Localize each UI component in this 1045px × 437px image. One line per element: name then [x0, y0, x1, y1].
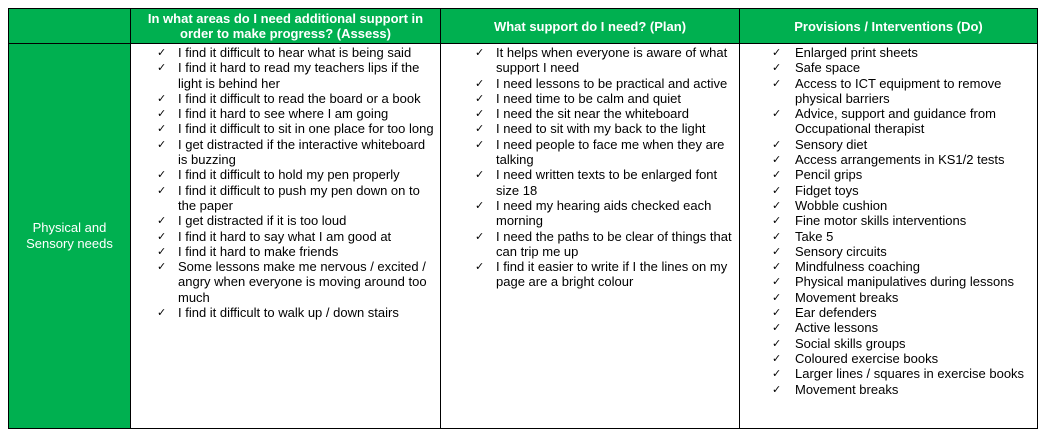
do-list-item: ✓ Access to ICT equipment to remove physical barriers — [740, 76, 1035, 107]
plan-list-item: ✓ I find it easier to write if I the lines on my page are a bright colour — [441, 259, 737, 290]
assess-list-item: ✓ I find it difficult to walk up / down stairs — [131, 305, 438, 320]
do-list-item: ✓ Fine motor skills interventions — [740, 213, 1035, 228]
do-list-item: ✓ Social skills groups — [740, 336, 1035, 351]
do-list-item: ✓ Movement breaks — [740, 382, 1035, 397]
do-list-item: ✓ Coloured exercise books — [740, 351, 1035, 366]
plan-list-item: ✓ I need people to face me when they are talking — [441, 137, 737, 168]
assess-list — [131, 44, 440, 322]
assess-cell — [131, 44, 441, 429]
do-list-item: ✓ Enlarged print sheets — [740, 45, 1035, 60]
header-do: Provisions / Interventions (Do) — [740, 9, 1038, 44]
assess-list-item: ✓ I find it difficult to sit in one place for too long — [131, 121, 438, 136]
do-list-item: ✓ Physical manipulatives during lessons — [740, 274, 1035, 289]
plan-list-item: ✓ I need the paths to be clear of things that can trip me up — [441, 229, 737, 260]
row-label: Physical and Sensory needs — [9, 44, 131, 429]
plan-list — [441, 44, 739, 292]
plan-list-item: ✓ I need my hearing aids checked each morning — [441, 198, 737, 229]
assess-list-item: ✓ I find it difficult to read the board or a book — [131, 91, 438, 106]
do-list-item: ✓ Wobble cushion — [740, 198, 1035, 213]
do-list-item: ✓ Ear defenders — [740, 305, 1035, 320]
assess-list-item: ✓ I get distracted if it is too loud — [131, 213, 438, 228]
plan-list-item: ✓ I need to sit with my back to the light — [441, 121, 737, 136]
plan-list-item: ✓ I need the sit near the whiteboard — [441, 106, 737, 121]
do-list-item: ✓ Movement breaks — [740, 290, 1035, 305]
do-list-item: ✓ Sensory circuits — [740, 244, 1035, 259]
header-plan: What support do I need? (Plan) — [441, 9, 740, 44]
header-row — [9, 9, 1038, 44]
do-list-item: ✓ Larger lines / squares in exercise books — [740, 366, 1035, 381]
header-assess: In what areas do I need additional support in order to make progress? (Assess) — [131, 9, 441, 44]
do-list-item: ✓ Active lessons — [740, 320, 1035, 335]
do-cell — [740, 44, 1038, 429]
do-list — [740, 44, 1037, 399]
plan-list-item: ✓ I need time to be calm and quiet — [441, 91, 737, 106]
support-plan-table-container — [8, 8, 1038, 429]
plan-list-item: ✓ I need written texts to be enlarged font size 18 — [441, 167, 737, 198]
assess-list-item: ✓ I get distracted if the interactive whiteboard is buzzing — [131, 137, 438, 168]
do-list-item: ✓ Fidget toys — [740, 183, 1035, 198]
do-list-item: ✓ Access arrangements in KS1/2 tests — [740, 152, 1035, 167]
assess-list-item: ✓ I find it hard to read my teachers lips if the light is behind her — [131, 60, 438, 91]
assess-list-item: ✓ I find it difficult to hear what is being said — [131, 45, 438, 60]
body-row — [9, 44, 1038, 429]
do-list-item: ✓ Sensory diet — [740, 137, 1035, 152]
plan-cell — [441, 44, 740, 429]
assess-list-item: ✓ I find it hard to make friends — [131, 244, 438, 259]
assess-list-item: ✓ I find it difficult to hold my pen properly — [131, 167, 438, 182]
do-list-item: ✓ Take 5 — [740, 229, 1035, 244]
assess-list-item: ✓ Some lessons make me nervous / excited / angry when everyone is moving around too much — [131, 259, 438, 305]
assess-list-item: ✓ I find it hard to say what I am good at — [131, 229, 438, 244]
plan-list-item: ✓ I need lessons to be practical and active — [441, 76, 737, 91]
assess-list-item: ✓ I find it difficult to push my pen down on to the paper — [131, 183, 438, 214]
do-list-item: ✓ Mindfulness coaching — [740, 259, 1035, 274]
corner-cell — [9, 9, 131, 44]
do-list-item: ✓ Safe space — [740, 60, 1035, 75]
do-list-item: ✓ Pencil grips — [740, 167, 1035, 182]
support-plan-table — [8, 8, 1038, 429]
do-list-item: ✓ Advice, support and guidance from Occupational therapist — [740, 106, 1035, 137]
plan-list-item: ✓ It helps when everyone is aware of what support I need — [441, 45, 737, 76]
assess-list-item: ✓ I find it hard to see where I am going — [131, 106, 438, 121]
